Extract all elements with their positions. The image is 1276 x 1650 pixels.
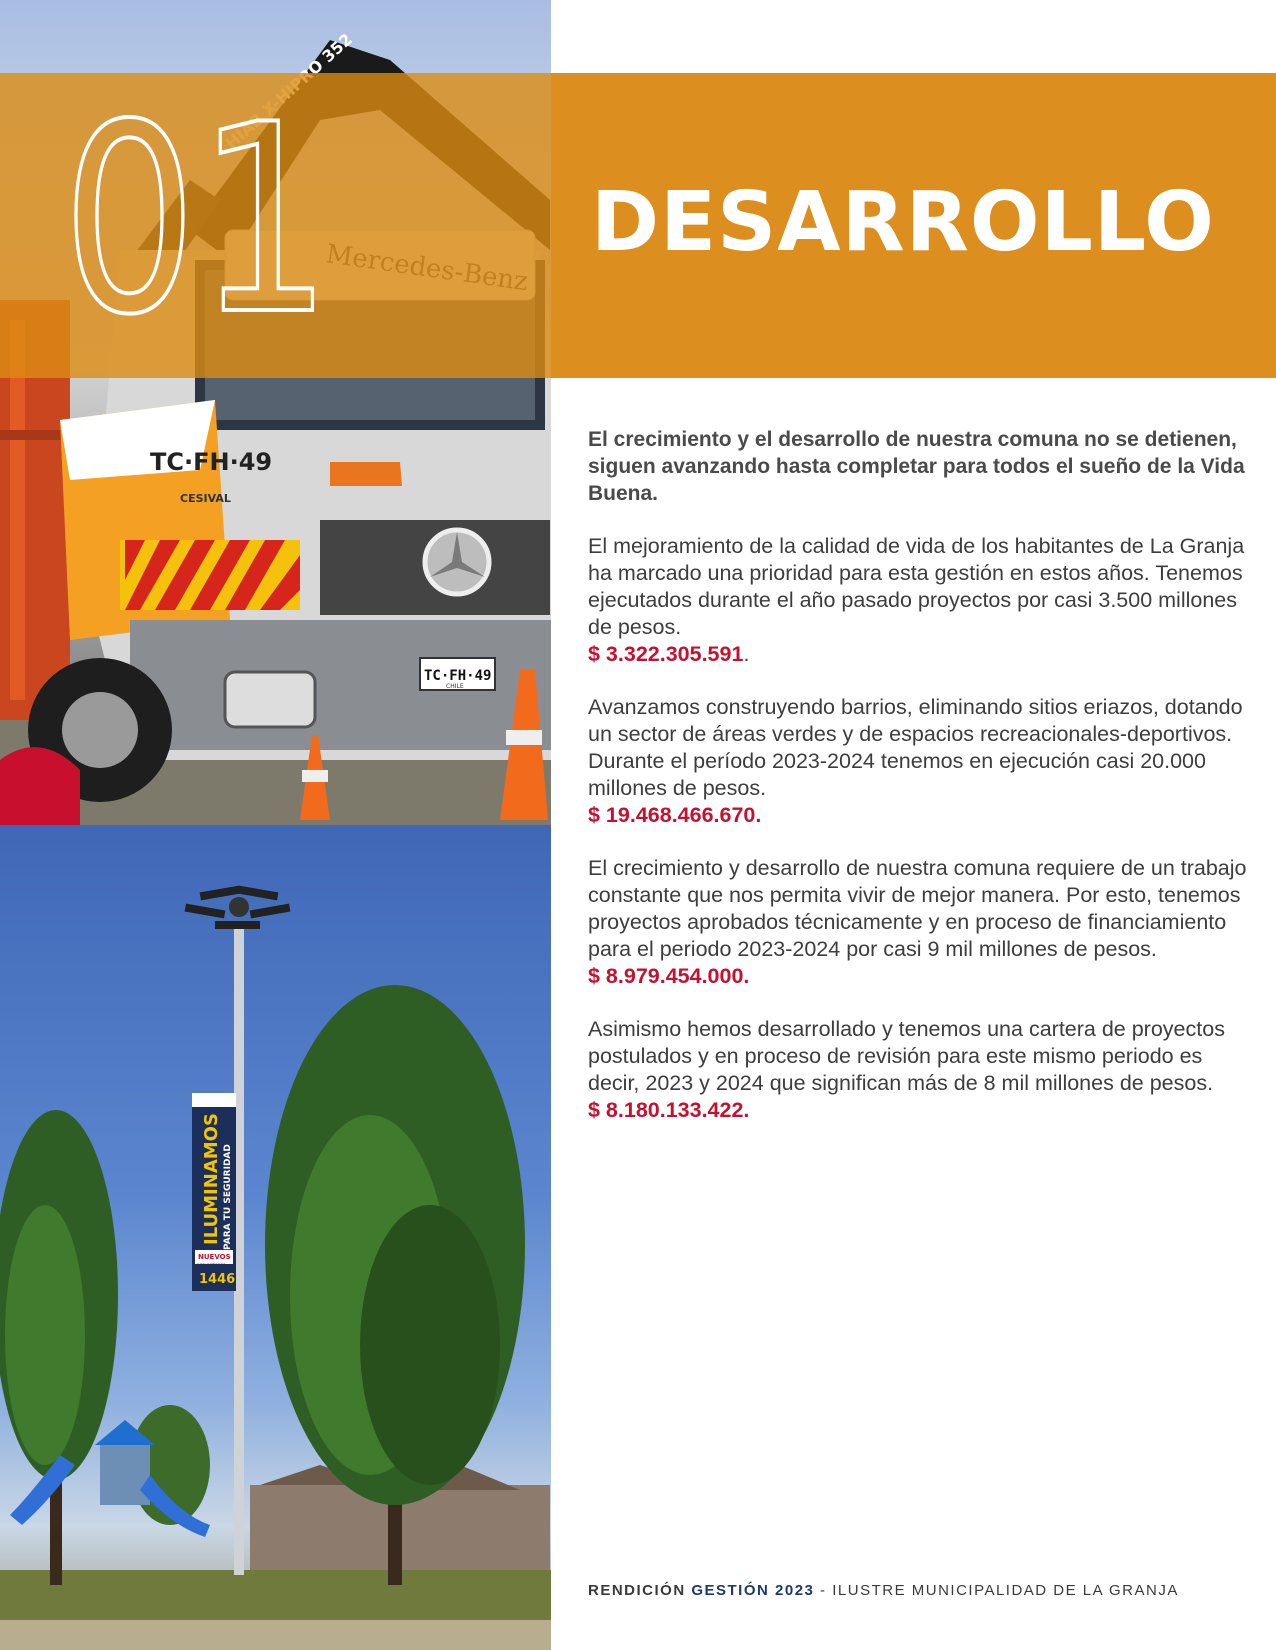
banner-badge: NUEVOS <box>198 1253 231 1261</box>
street-light-photo <box>0 825 551 1650</box>
paragraph-2-amount: $ 19.468.466.670. <box>588 803 762 827</box>
paragraph-3-text: El crecimiento y desarrollo de nuestra comuna requiere de un trabajo constante que nos permita vivir de mejor manera. Por esto, tenemos proyectos aprobados técnicamente y en proceso de financiamiento para el periodo 2023-2024 por casi 9 mil millones de pesos. <box>588 856 1247 961</box>
page-footer <box>588 1582 1179 1599</box>
paragraph-4-text: Asimismo hemos desarrollado y tenemos una cartera de proyectos postulados y en proceso de revisión para este mismo periodo es decir, 2023 y 2024 que significan más de 8 mil millones de pesos. <box>588 1017 1225 1095</box>
section-header <box>551 73 1276 378</box>
paragraph-3-amount: $ 8.979.454.000. <box>588 964 750 988</box>
paragraph-4 <box>588 1016 1248 1124</box>
paragraph-1-text: El mejoramiento de la calidad de vida de los habitantes de La Granja ha marcado una prioridad para esta gestión en estos años. Tenemos ejecutados durante el año pasado proyectos por casi 3.500 millones de pesos. <box>588 534 1245 639</box>
banner-count: 1446 <box>199 1272 236 1287</box>
footer-part3: - ILUSTRE MUNICIPALIDAD DE LA GRANJA <box>814 1582 1179 1599</box>
paragraph-2-text: Avanzamos construyendo barrios, eliminando sitios eriazos, dotando un sector de áreas verdes y de espacios recreacionales-deportivos. <box>588 695 1243 746</box>
paragraph-4-amount: $ 8.180.133.422. <box>588 1098 750 1122</box>
truck-side-number: TC·FH·49 <box>150 448 273 476</box>
street-light-illustration <box>0 825 551 1650</box>
content <box>588 426 1248 1150</box>
photo-column <box>0 0 551 1650</box>
pole-banner <box>192 1093 236 1291</box>
section-number-text: 01 <box>62 110 332 330</box>
footer-part1: RENDICIÓN <box>588 1582 686 1599</box>
truck-plate-country: CHILE <box>446 683 464 690</box>
paragraph-3 <box>588 855 1248 990</box>
truck-logo-text: CESIVAL <box>180 492 231 505</box>
lamp-head <box>185 886 291 929</box>
paragraph-1 <box>588 533 1248 668</box>
truck-plate: TC·FH·49 <box>424 668 492 684</box>
banner-badge-sub: REFLECTORES <box>197 1263 226 1268</box>
paragraph-2-text2: Durante el período 2023-2024 tenemos en ejecución casi 20.000 millones de pesos. <box>588 749 1206 800</box>
section-number <box>62 110 342 330</box>
section-title: DESARROLLO <box>591 175 1215 270</box>
paragraph-1-amount: $ 3.322.305.591 <box>588 642 744 666</box>
paragraph-1-amount-line <box>588 641 1248 668</box>
footer-part2: GESTIÓN 2023 <box>691 1582 815 1599</box>
paragraph-1-suffix: . <box>743 642 750 666</box>
paragraph-2 <box>588 694 1248 829</box>
intro-paragraph: El crecimiento y el desarrollo de nuestra comuna no se detienen, siguen avanzando hasta completar para todos el sueño de la Vida Buena. <box>588 428 1245 505</box>
hazard-stripes <box>120 540 300 610</box>
banner-line2: PARA TU SEGURIDAD <box>223 1144 233 1250</box>
banner-line1: ILUMINAMOS <box>201 1113 222 1245</box>
